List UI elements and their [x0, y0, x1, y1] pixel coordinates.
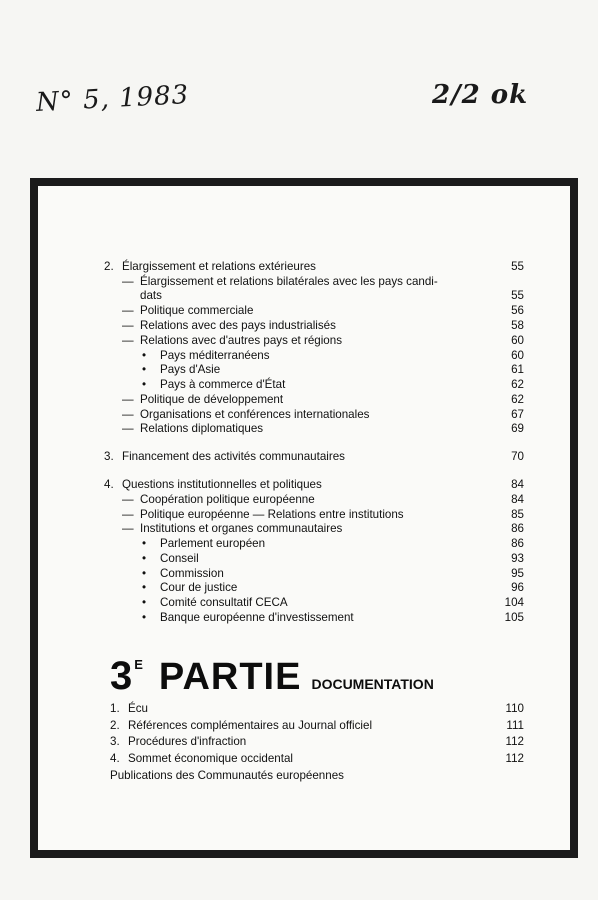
toc-entry-label — [104, 596, 488, 611]
toc-entry-page: 61 — [511, 363, 524, 377]
toc-entry — [104, 567, 524, 582]
toc-entry-text: Cour de justice — [160, 581, 238, 595]
contents-frame — [30, 178, 578, 858]
table-of-contents — [104, 260, 524, 626]
toc-entry-text-wrap — [160, 378, 285, 393]
documentation-entry-text: Publications des Communautés européennes — [110, 768, 344, 782]
toc-entry-page: 62 — [511, 392, 524, 406]
toc-entry-label — [104, 611, 488, 626]
handwritten-issue-note: N° 5, 1983 — [35, 80, 190, 118]
toc-entry-text: Coopération politique européenne — [140, 492, 315, 506]
toc-entry-page: 55 — [511, 260, 524, 273]
section-gap — [104, 465, 524, 478]
toc-entry-text-wrap — [140, 334, 342, 349]
toc-entry-text: Pays d'Asie — [160, 363, 221, 377]
toc-entry — [104, 581, 524, 596]
toc-entry-label — [104, 378, 488, 393]
toc-entry — [104, 304, 524, 319]
toc-entry-text-continued: dats — [140, 289, 162, 303]
toc-entry — [104, 596, 524, 611]
toc-entry-label — [104, 508, 488, 523]
documentation-entry — [110, 751, 524, 768]
toc-entry — [104, 522, 524, 537]
toc-entry-text-wrap — [160, 349, 270, 364]
toc-entry-page: 93 — [511, 551, 524, 565]
toc-entry-text-wrap — [160, 537, 265, 552]
toc-entry-text-wrap — [140, 522, 342, 537]
toc-entry-text-wrap — [160, 552, 199, 567]
toc-entry — [104, 260, 524, 275]
toc-entry-label — [104, 493, 488, 508]
toc-entry-text-wrap — [140, 319, 336, 334]
toc-entry-label — [104, 450, 488, 465]
toc-entry-text: Parlement européen — [160, 537, 266, 551]
toc-entry-text-wrap — [122, 450, 345, 465]
documentation-entry-page: 111 — [506, 718, 524, 732]
bullet-icon: • — [142, 566, 147, 580]
toc-entry-number: 4. — [104, 477, 114, 491]
documentation-entry-number: 1. — [110, 702, 120, 715]
toc-entry-page: 70 — [511, 450, 524, 464]
toc-entry-text: Commission — [160, 566, 224, 580]
toc-entry-label — [104, 422, 488, 437]
em-dash-marker: — — [122, 274, 134, 288]
em-dash-marker: — — [122, 422, 134, 436]
toc-entry-label — [104, 275, 488, 304]
toc-entry — [104, 334, 524, 349]
toc-entry-text-wrap — [122, 260, 316, 275]
toc-entry-text-wrap — [140, 393, 283, 408]
toc-entry-text: Relations avec des pays industrialisés — [140, 318, 336, 332]
documentation-entry — [110, 718, 524, 735]
bullet-icon: • — [142, 551, 147, 565]
toc-entry-page: 60 — [511, 333, 524, 347]
documentation-entry-label — [110, 768, 488, 785]
documentation-entry-page: 112 — [505, 752, 524, 766]
toc-entry-label — [104, 260, 488, 275]
toc-entry-text: Banque européenne d'investissement — [160, 611, 354, 624]
toc-entry-label — [104, 334, 488, 349]
toc-entry-label — [104, 552, 488, 567]
toc-entry — [104, 319, 524, 334]
toc-entry-text-wrap — [160, 596, 288, 611]
toc-entry-text: Comité consultatif CECA — [160, 596, 288, 610]
bullet-icon: • — [142, 596, 147, 610]
toc-entry — [104, 537, 524, 552]
em-dash-marker: — — [122, 507, 134, 521]
toc-entry-text: Élargissement et relations bilatérales avec les pays candi- — [140, 274, 438, 288]
toc-entry-text-wrap — [160, 363, 220, 378]
toc-entry-text-wrap — [140, 275, 438, 304]
toc-entry-text: Financement des activités communautaires — [122, 450, 345, 464]
partie-subtitle: DOCUMENTATION — [311, 676, 434, 692]
toc-entry-text-wrap — [140, 493, 315, 508]
toc-entry-text-wrap — [140, 422, 263, 437]
toc-entry-page: 96 — [511, 581, 524, 595]
em-dash-marker: — — [122, 304, 134, 318]
documentation-entry — [110, 734, 524, 751]
toc-entry-text-wrap — [140, 408, 369, 423]
toc-entry-text-wrap — [160, 567, 224, 582]
documentation-entry-label — [110, 734, 488, 751]
toc-entry — [104, 393, 524, 408]
bullet-icon: • — [142, 611, 147, 624]
toc-entry — [104, 422, 524, 437]
toc-entry-label — [104, 304, 488, 319]
toc-entry — [104, 450, 524, 465]
toc-entry-text-wrap — [140, 304, 253, 319]
toc-entry-text: Pays à commerce d'État — [160, 378, 286, 392]
bullet-icon: • — [142, 537, 147, 551]
documentation-entry-text: Écu — [128, 702, 148, 715]
toc-entry-page: 84 — [511, 492, 524, 506]
toc-entry-label — [104, 478, 488, 493]
toc-entry-text: Politique européenne — Relations entre institutions — [140, 507, 404, 521]
toc-entry-text: Relations avec d'autres pays et régions — [140, 333, 342, 347]
documentation-entry-label — [110, 718, 488, 735]
toc-entry-text: Institutions et organes communautaires — [140, 522, 343, 536]
toc-entry-label — [104, 393, 488, 408]
partie-heading — [110, 654, 434, 699]
toc-entry-text: Élargissement et relations extérieures — [122, 260, 316, 273]
documentation-entry-number: 4. — [110, 752, 120, 766]
em-dash-marker: — — [122, 407, 134, 421]
toc-entry — [104, 275, 524, 304]
toc-entry-text: Relations diplomatiques — [140, 422, 264, 436]
partie-word: PARTIE — [158, 656, 302, 698]
documentation-entry — [110, 768, 524, 785]
toc-entry-label — [104, 567, 488, 582]
documentation-list — [110, 701, 524, 784]
em-dash-marker: — — [122, 318, 134, 332]
toc-entry — [104, 611, 524, 626]
toc-entry-label — [104, 363, 488, 378]
toc-entry-page: 105 — [504, 611, 524, 624]
toc-entry-page: 58 — [511, 318, 524, 332]
toc-entry-text: Politique commerciale — [140, 304, 254, 318]
documentation-entry-text: Sommet économique occidental — [128, 752, 293, 766]
toc-entry-text: Conseil — [160, 551, 199, 565]
documentation-entry-page: 110 — [505, 702, 524, 715]
em-dash-marker: — — [122, 392, 134, 406]
toc-entry-number: 2. — [104, 260, 114, 273]
bullet-icon: • — [142, 348, 147, 362]
toc-entry-page: 104 — [504, 596, 524, 610]
toc-entry-text: Pays méditerranéens — [160, 348, 270, 362]
toc-entry-page: 60 — [511, 348, 524, 362]
toc-entry-page: 86 — [511, 522, 524, 536]
bullet-icon: • — [142, 581, 147, 595]
toc-entry-text: Politique de développement — [140, 392, 284, 406]
documentation-entry-text: Références complémentaires au Journal officiel — [128, 718, 373, 732]
toc-entry-text-wrap — [140, 508, 404, 523]
section-gap — [104, 437, 524, 450]
toc-entry — [104, 552, 524, 567]
toc-entry-page: 95 — [511, 566, 524, 580]
toc-entry-text-wrap — [122, 478, 322, 493]
documentation-entry-label — [110, 701, 488, 718]
em-dash-marker: — — [122, 492, 134, 506]
toc-entry-page: 55 — [511, 289, 524, 303]
toc-entry — [104, 478, 524, 493]
toc-entry-page: 86 — [511, 537, 524, 551]
toc-entry-label — [104, 522, 488, 537]
toc-entry-text-wrap — [160, 611, 354, 626]
toc-entry — [104, 408, 524, 423]
em-dash-marker: — — [122, 522, 134, 536]
toc-entry-page: 62 — [511, 378, 524, 392]
bullet-icon: • — [142, 378, 147, 392]
partie-superscript: E — [134, 657, 143, 672]
toc-entry-label — [104, 408, 488, 423]
em-dash-marker: — — [122, 333, 134, 347]
toc-entry-page: 69 — [511, 422, 524, 436]
documentation-entry-text: Procédures d'infraction — [128, 735, 247, 749]
documentation-entry-number: 3. — [110, 735, 120, 749]
bullet-icon: • — [142, 363, 147, 377]
toc-entry-label — [104, 319, 488, 334]
documentation-entry — [110, 701, 524, 718]
handwritten-ok-note: 2/2 ok — [432, 80, 529, 110]
toc-entry-page: 67 — [511, 407, 524, 421]
toc-entry-page: 85 — [511, 507, 524, 521]
toc-entry — [104, 378, 524, 393]
toc-entry-text: Questions institutionnelles et politiques — [122, 477, 322, 491]
partie-number: 3 — [110, 654, 134, 698]
toc-entry-label — [104, 537, 488, 552]
toc-entry — [104, 508, 524, 523]
toc-entry-label — [104, 349, 488, 364]
toc-entry-page: 56 — [511, 304, 524, 318]
toc-entry-text: Organisations et conférences internationales — [140, 407, 370, 421]
toc-entry — [104, 349, 524, 364]
documentation-entry-page: 112 — [505, 735, 524, 749]
toc-entry-page: 84 — [511, 477, 524, 491]
documentation-entry-label — [110, 751, 488, 768]
toc-entry — [104, 363, 524, 378]
toc-entry-label — [104, 581, 488, 596]
toc-entry — [104, 493, 524, 508]
documentation-entry-number: 2. — [110, 718, 120, 732]
toc-entry-text-wrap — [160, 581, 237, 596]
toc-entry-number: 3. — [104, 450, 114, 464]
